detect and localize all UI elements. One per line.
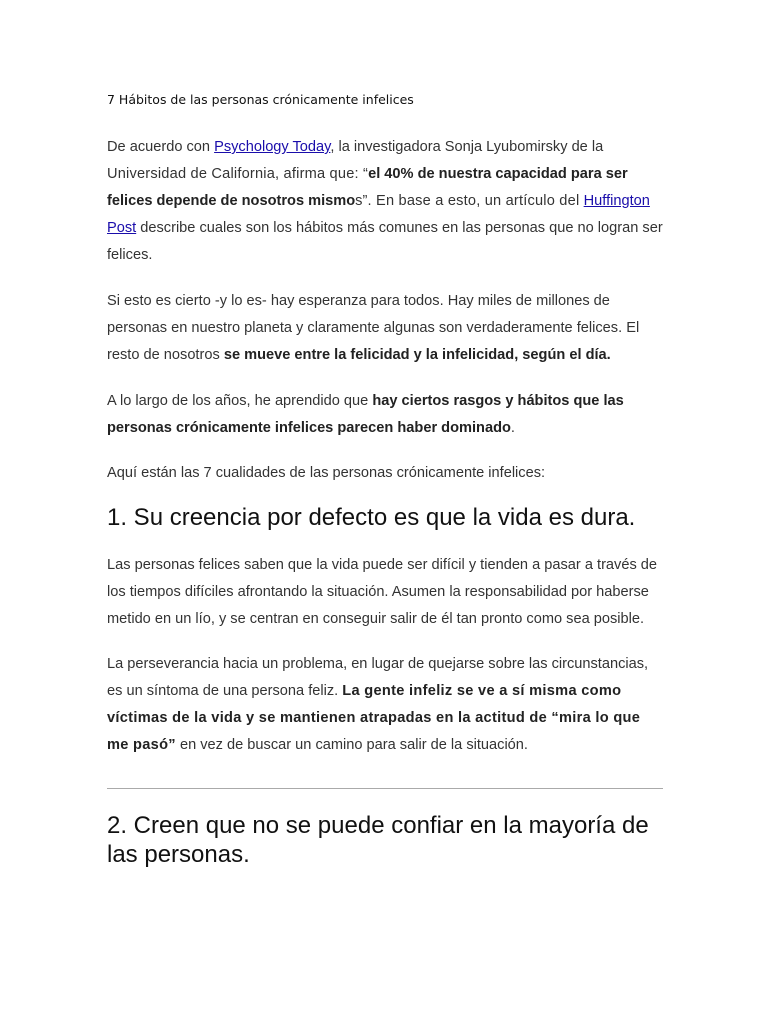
heading-2: 2. Creen que no se puede confiar en la mayoría de las personas. bbox=[107, 812, 649, 868]
intro-text-1: De acuerdo con bbox=[107, 139, 215, 155]
intro-text-4: s bbox=[355, 193, 363, 209]
heading-1: 1. Su creencia por defecto es que la vida es dura. bbox=[107, 504, 636, 531]
paragraph-perseverance bbox=[107, 651, 663, 759]
traits-text-1: A lo largo de los años, he aprendido que bbox=[107, 393, 373, 409]
document-title: 7 Hábitos de las personas crónicamente infelices bbox=[107, 92, 414, 107]
intro-text-3: Universidad de California, afirma que: “ bbox=[107, 166, 369, 182]
psychology-today-link[interactable]: Psychology Today bbox=[214, 139, 331, 155]
hope-bold: se mueve entre la felicidad y la infelicidad, según el día. bbox=[223, 347, 611, 363]
traits-text-2: . bbox=[510, 420, 515, 436]
intro-bold-quote: el 40% de nuestra capacidad para ser felices depende de nosotros mismo bbox=[107, 166, 628, 209]
paragraph-list-intro: Aquí están las 7 cualidades de las personas crónicamente infelices: bbox=[107, 465, 546, 481]
hope-text: Si esto es cierto -y lo es- hay esperanza para todos. Hay miles de millones de personas en nuestro planeta y claramente algunas son verdaderamente felices. El resto de nosotros bbox=[107, 293, 640, 363]
huffington-post-link[interactable]: Huffington Post bbox=[107, 193, 650, 236]
horizontal-divider bbox=[107, 788, 663, 789]
traits-bold: hay ciertos rasgos y hábitos que las personas crónicamente infelices parecen haber dominado bbox=[107, 393, 624, 436]
intro-text-6: describe cuales son los hábitos más comunes en las personas que no logran ser felices. bbox=[107, 220, 663, 263]
perseverance-bold: La gente infeliz se ve a sí misma como víctimas de la vida y se mantienen atrapadas en la actitud de “mira lo que me pasó” bbox=[107, 683, 641, 753]
intro-text-5: ”. En base a esto, un artículo del bbox=[362, 193, 584, 209]
paragraph-happy-people: Las personas felices saben que la vida puede ser difícil y tienden a pasar a través de los tiempos difíciles afrontando la situación. Asumen la responsabilidad por haberse metido en un lío, y se centran en conseguir salir de él tan pronto como sea posible. bbox=[107, 557, 658, 627]
intro-text-2: , la investigadora Sonja Lyubomirsky de la bbox=[330, 139, 604, 155]
paragraph-traits bbox=[107, 388, 663, 442]
perseverance-text-2: en vez de buscar un camino para salir de la situación. bbox=[175, 737, 528, 753]
perseverance-text-1: La perseverancia hacia un problema, en lugar de quejarse sobre las circunstancias, es un síntoma de una persona feliz. bbox=[107, 656, 649, 699]
paragraph-hope bbox=[107, 288, 663, 369]
paragraph-intro bbox=[107, 134, 663, 269]
